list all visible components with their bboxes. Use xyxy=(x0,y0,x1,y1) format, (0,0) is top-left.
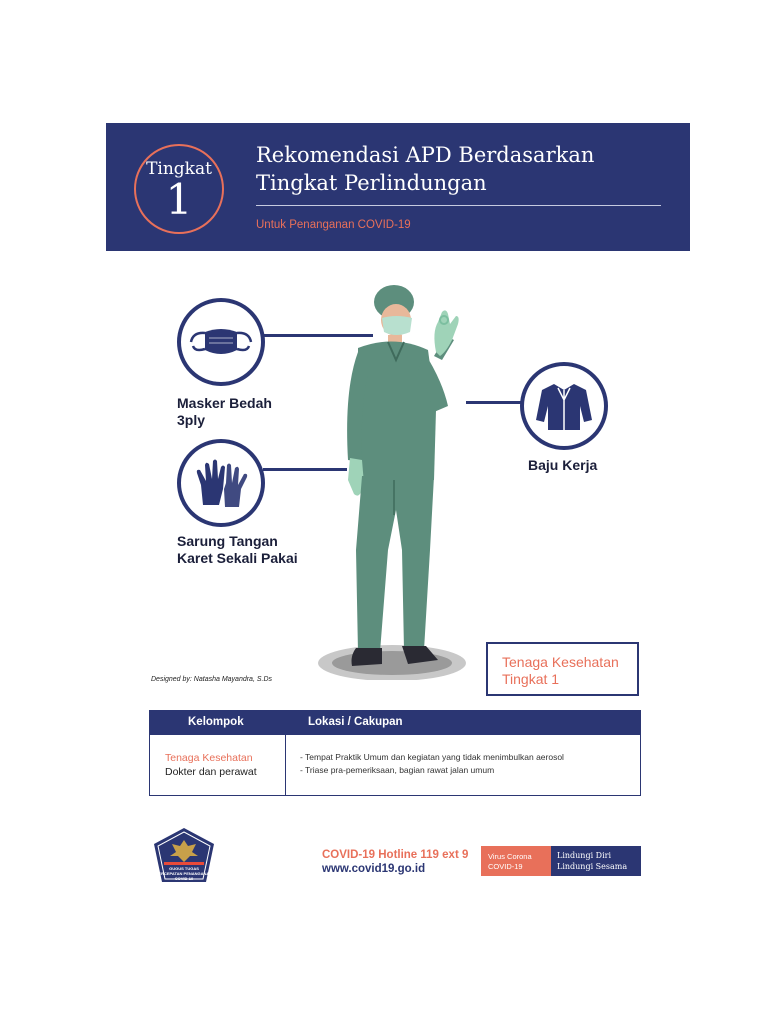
strip-right-line-2: Lindungi Sesama xyxy=(557,862,628,871)
gloves-icon xyxy=(181,443,261,523)
gown-icon-ring xyxy=(520,362,608,450)
target-line-1: Tenaga Kesehatan xyxy=(502,654,619,670)
target-line-2: Tingkat 1 xyxy=(502,671,560,687)
gloves-icon-ring xyxy=(177,439,265,527)
logo-line-3: COVID-19 xyxy=(174,876,194,881)
gloves-label-line-1: Sarung Tangan xyxy=(177,533,278,549)
work-coat-icon xyxy=(524,366,604,446)
scope-bullet-2: - Triase pra-pemeriksaan, bagian rawat jalan umum xyxy=(300,765,495,775)
logo-line-1: GUGUS TUGAS xyxy=(169,866,199,871)
gloves-label xyxy=(177,533,298,567)
scope-table xyxy=(149,710,641,796)
gloves-label-line-2: Karet Sekali Pakai xyxy=(177,550,298,566)
target-group-box xyxy=(486,642,639,696)
group-name: Tenaga Kesehatan xyxy=(165,752,253,764)
badge-number: 1 xyxy=(165,175,193,224)
strip-left-line-1: Virus Corona xyxy=(488,852,532,861)
mask-label-line-1: Masker Bedah xyxy=(177,395,272,411)
target-group-text xyxy=(502,654,619,688)
column-header-lokasi: Lokasi / Cakupan xyxy=(308,716,403,728)
mask-label xyxy=(177,395,272,429)
strip-right-line-1: Lindungi Diri xyxy=(557,851,612,860)
scrub-trousers xyxy=(356,476,434,652)
surgical-mask-icon xyxy=(181,302,261,382)
campaign-strip-left xyxy=(481,846,551,876)
title-line-1: Rekomendasi APD Berdasarkan xyxy=(256,143,595,167)
mask-icon-ring xyxy=(177,298,265,386)
task-force-logo xyxy=(152,826,216,884)
logo-line-2: PERCEPATAN PENANGANAN xyxy=(155,871,213,876)
header-banner xyxy=(106,123,690,251)
strip-left-line-2: COVID-19 xyxy=(488,862,523,871)
badge-label: Tingkat xyxy=(146,159,212,179)
campaign-strip xyxy=(481,846,641,876)
mask-label-line-2: 3ply xyxy=(177,412,206,428)
health-worker-illustration xyxy=(316,280,476,680)
gown-label: Baju Kerja xyxy=(528,457,598,473)
column-header-kelompok: Kelompok xyxy=(188,716,244,728)
header-subtitle: Untuk Penanganan COVID-19 xyxy=(256,219,411,231)
face-mask xyxy=(382,316,412,335)
table-header xyxy=(150,711,640,735)
left-shoe xyxy=(352,648,383,666)
campaign-strip-right xyxy=(551,846,641,876)
page-title xyxy=(256,141,676,197)
website-link[interactable]: www.covid19.go.id xyxy=(322,863,426,875)
title-line-2: Tingkat Perlindungan xyxy=(256,171,487,195)
level-badge xyxy=(134,144,224,234)
group-detail: Dokter dan perawat xyxy=(165,766,257,778)
scope-bullet-1: - Tempat Praktik Umum dan kegiatan yang tidak menimbulkan aerosol xyxy=(300,752,564,762)
header-divider xyxy=(256,205,661,206)
column-divider xyxy=(285,735,286,796)
designer-credit: Designed by: Natasha Mayandra, S.Ds xyxy=(151,676,273,683)
hotline-text: COVID-19 Hotline 119 ext 9 xyxy=(322,849,469,861)
